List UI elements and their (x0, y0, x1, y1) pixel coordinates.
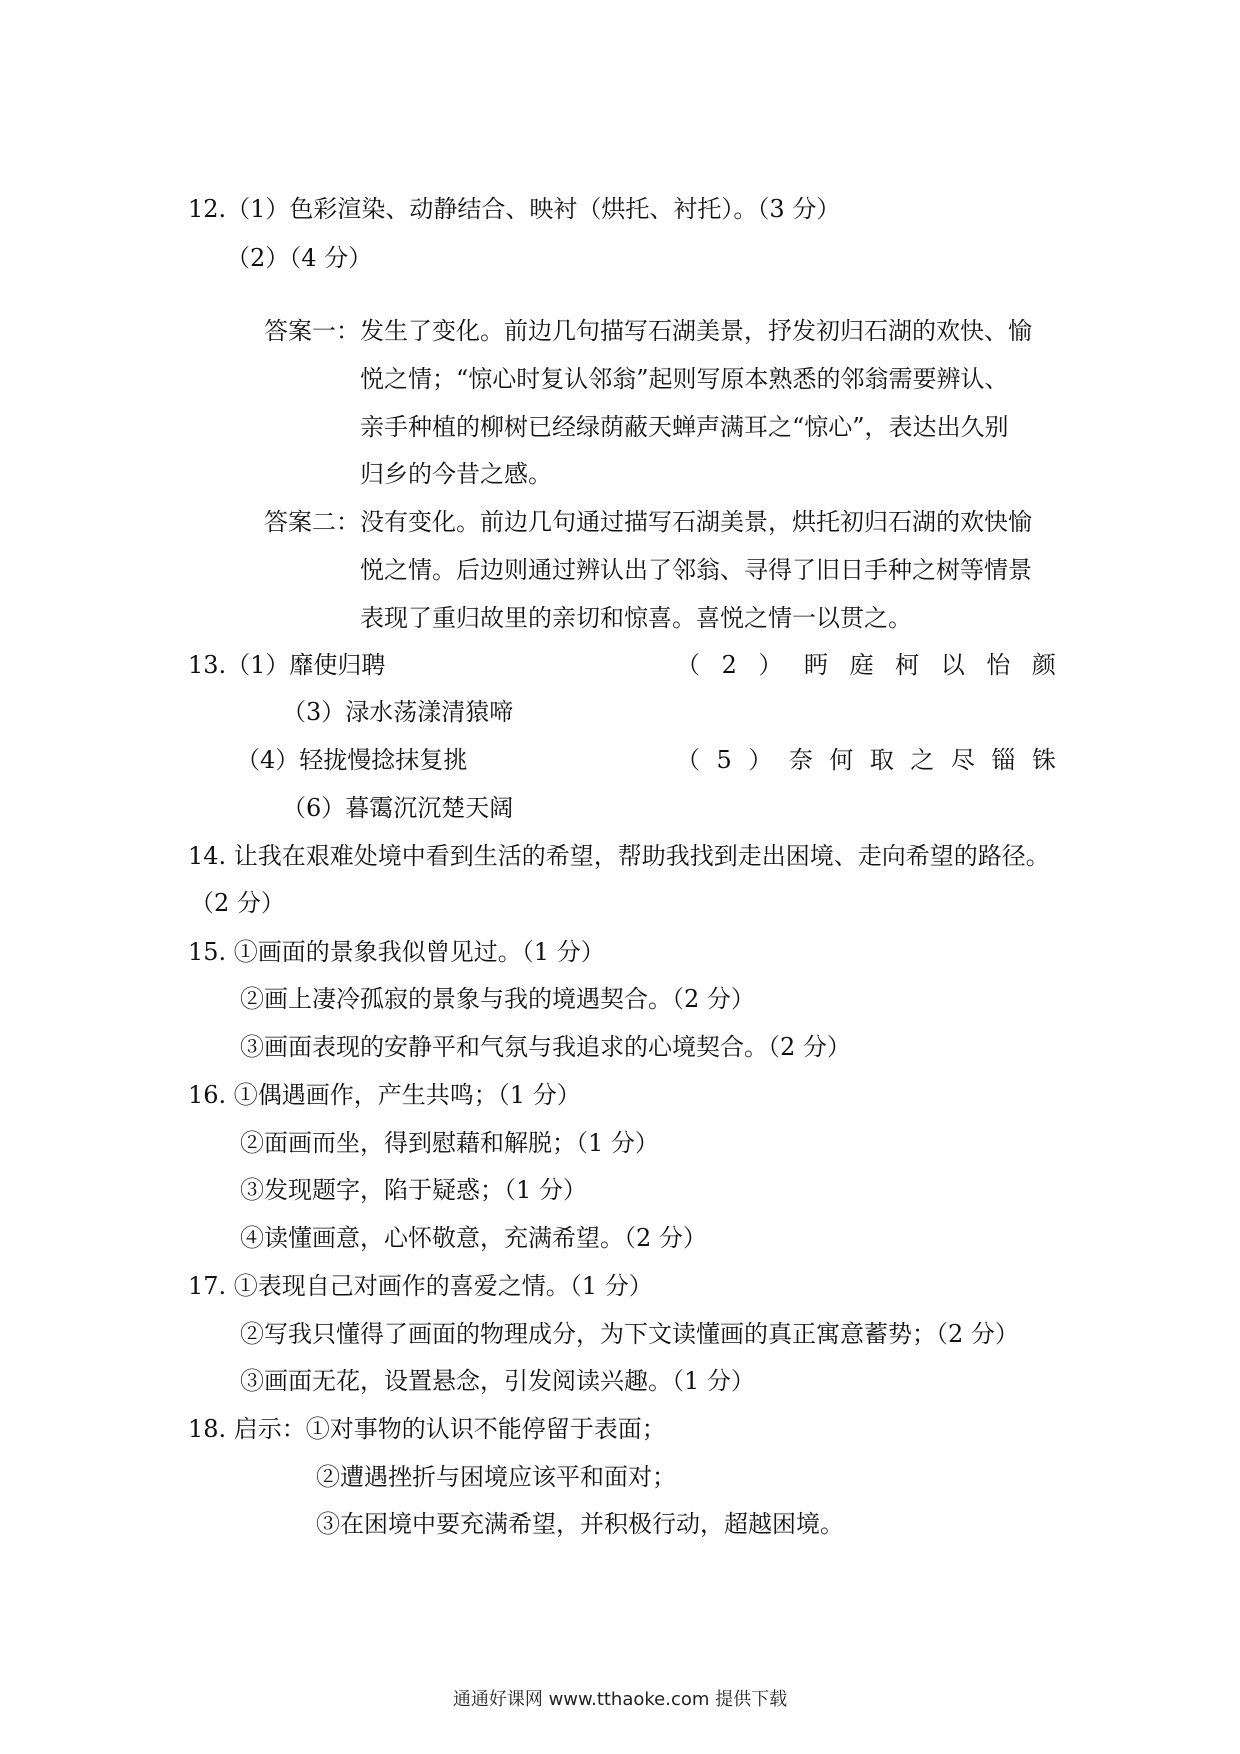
q16-line-4: ④读懂画意，心怀敬意，充满希望。（2 分） (240, 1224, 707, 1252)
q12-answer2-line-1: 没有变化。前边几句通过描写石湖美景，烘托初归石湖的欢快愉 (360, 508, 1032, 536)
q13-line-4: （6）暮霭沉沉楚天阔 (282, 794, 514, 822)
q13-p5-char: ） (748, 746, 773, 774)
q16-line-2: ②面画而坐，得到慰藉和解脱；（1 分） (240, 1129, 659, 1157)
q13-p5-char: 何 (829, 746, 854, 774)
q13-p2-char: 2 (721, 651, 737, 679)
q17-line-2: ②写我只懂得了画面的物理成分，为下文读懂画的真正寓意蓄势；（2 分） (240, 1320, 1019, 1348)
q13-p2-char: 以 (940, 651, 965, 679)
q12-answer2-line-2: 悦之情。后边则通过辨认出了邻翁、寻得了旧日手种之树等情景 (360, 556, 1032, 584)
q13-line-1-right (676, 650, 1056, 680)
q12-line-1: 12.（1）色彩渲染、动静结合、映衬（烘托、衬托）。（3 分） (188, 195, 841, 223)
q18-line-2: ②遭遇挫折与困境应该平和面对； (316, 1463, 676, 1491)
q13-p2-char: 怡 (986, 651, 1011, 679)
q12-answer1-line-1: 发生了变化。前边几句描写石湖美景，抒发初归石湖的欢快、愉 (360, 317, 1032, 345)
q13-p5-char: （ (676, 746, 700, 774)
q13-p2-char: 眄 (804, 651, 829, 679)
q14-line-2: （2 分） (190, 889, 285, 917)
q15-line-3: ③画面表现的安静平和气氛与我追求的心境契合。（2 分） (240, 1033, 851, 1061)
q12-line-2: （2）（4 分） (226, 244, 373, 272)
q16-line-1: 16. ①偶遇画作，产生共鸣；（1 分） (188, 1081, 581, 1109)
q13-p5-char: 奈 (788, 746, 813, 774)
q13-p5-char: 5 (716, 746, 732, 774)
q12-answer1-line-4: 归乡的今昔之感。 (360, 460, 552, 488)
q13-p5-char: 之 (910, 746, 935, 774)
footer-download-source: 通通好课网 www.tthaoke.com 提供下载 (452, 1689, 788, 1710)
q15-line-2: ②画上凄冷孤寂的景象与我的境遇契合。（2 分） (240, 985, 755, 1013)
q12-answer2-line-3: 表现了重归故里的亲切和惊喜。喜悦之情一以贯之。 (360, 604, 912, 632)
q16-line-3: ③发现题字，陷于疑惑；（1 分） (240, 1176, 587, 1204)
q13-p5-char: 锱 (991, 746, 1016, 774)
q13-p5-char: 取 (869, 746, 894, 774)
q13-p2-char: 柯 (895, 651, 920, 679)
q17-line-3: ③画面无花，设置悬念，引发阅读兴趣。（1 分） (240, 1367, 755, 1395)
q13-p2-char: （ (676, 651, 700, 679)
q14-line-1: 14. 让我在艰难处境中看到生活的希望，帮助我找到走出困境、走向希望的路径。 (188, 842, 1050, 870)
q18-line-1: 18. 启示：①对事物的认识不能停留于表面； (188, 1415, 666, 1443)
q13-p5-char: 铢 (1031, 746, 1056, 774)
q13-p2-char: ） (758, 651, 783, 679)
q17-line-1: 17. ①表现自己对画作的喜爱之情。（1 分） (188, 1272, 653, 1300)
q13-line-1-left: 13.（1）靡使归聘 (188, 651, 386, 679)
q13-p5-char: 尽 (950, 746, 975, 774)
q15-line-1: 15. ①画面的景象我似曾见过。（1 分） (188, 938, 605, 966)
q12-answer2-lead: 答案二： (264, 508, 360, 536)
q13-p2-char: 庭 (849, 651, 874, 679)
q13-line-2: （3）渌水荡漾清猿啼 (282, 698, 514, 726)
q13-line-3-right (676, 745, 1056, 775)
q12-answer1-line-2: 悦之情；“惊心时复认邻翁”起则写原本熟悉的邻翁需要辨认、 (360, 365, 1009, 393)
q13-line-3-left: （4）轻拢慢捻抹复挑 (236, 746, 468, 774)
q18-line-3: ③在困境中要充满希望，并积极行动，超越困境。 (316, 1510, 844, 1538)
q12-answer1-lead: 答案一： (264, 317, 360, 345)
q12-answer1-line-3: 亲手种植的柳树已经绿荫蔽天蝉声满耳之“惊心”，表达出久别 (360, 413, 1009, 441)
q13-p2-char: 颜 (1031, 651, 1056, 679)
